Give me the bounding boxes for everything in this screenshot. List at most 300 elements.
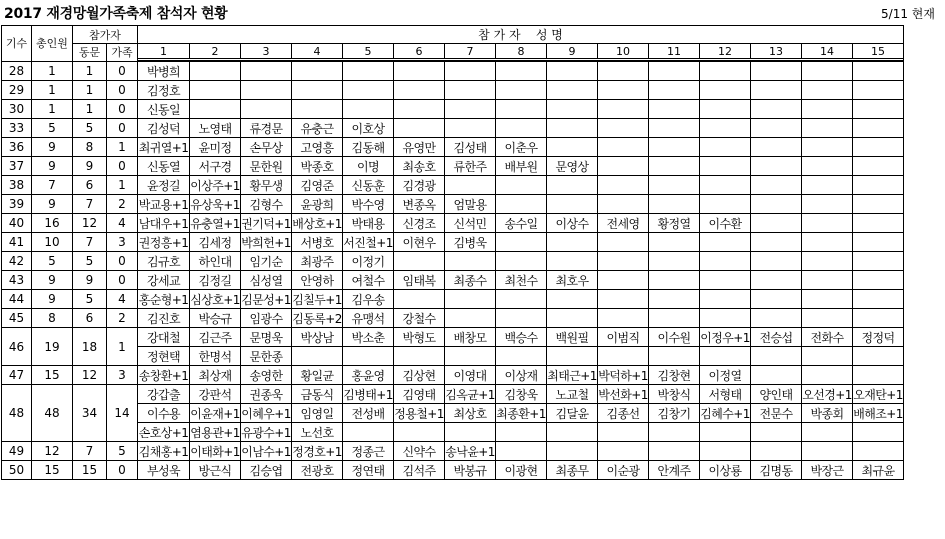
attendee-name-cell: 박창식 xyxy=(649,385,700,404)
attendee-name-cell: 최호우 xyxy=(547,271,598,290)
attendee-name-cell: 전화수 xyxy=(802,328,853,347)
attendee-name-cell: 전광호 xyxy=(292,461,343,480)
total-cell: 15 xyxy=(32,366,73,385)
gisu-cell: 49 xyxy=(2,442,32,461)
attendee-name-cell: 이수용 xyxy=(138,404,190,423)
attendee-name-cell xyxy=(547,309,598,328)
alumni-count-cell: 8 xyxy=(73,138,107,157)
family-count-cell: 0 xyxy=(107,461,138,480)
family-count-cell: 1 xyxy=(107,138,138,157)
attendee-name-cell: 박병희 xyxy=(138,61,190,81)
attendee-name-cell: 김동해 xyxy=(343,138,394,157)
table-row xyxy=(2,328,904,347)
attendee-name-cell xyxy=(700,309,751,328)
family-count-cell: 3 xyxy=(107,233,138,252)
attendee-name-cell xyxy=(751,157,802,176)
attendee-name-cell xyxy=(292,347,343,366)
attendee-name-cell xyxy=(547,61,598,81)
attendee-name-cell xyxy=(853,61,904,81)
attendee-name-cell xyxy=(700,138,751,157)
total-cell: 19 xyxy=(32,328,73,366)
attendee-name-cell xyxy=(649,347,700,366)
attendee-name-cell: 박교용+1 xyxy=(138,195,190,214)
attendee-name-cell xyxy=(241,61,292,81)
attendee-name-cell: 홍윤영 xyxy=(343,366,394,385)
family-count-cell: 0 xyxy=(107,119,138,138)
attendee-name-cell: 송창환+1 xyxy=(138,366,190,385)
attendee-name-cell: 최규윤 xyxy=(853,461,904,480)
attendee-name-cell: 이상룡 xyxy=(700,461,751,480)
attendee-name-cell: 방근식 xyxy=(190,461,241,480)
attendee-name-cell: 김문성+1 xyxy=(241,290,292,309)
attendee-name-cell: 임태복 xyxy=(394,271,445,290)
attendee-name-cell xyxy=(751,366,802,385)
attendee-name-cell: 최상재 xyxy=(190,366,241,385)
attendee-name-cell: 유광수+1 xyxy=(241,423,292,442)
attendee-name-cell xyxy=(751,442,802,461)
attendee-name-cell: 김칠두+1 xyxy=(292,290,343,309)
col-number: 11 xyxy=(649,44,700,59)
col-number: 9 xyxy=(547,44,598,59)
attendee-name-cell xyxy=(700,423,751,442)
family-count-cell: 0 xyxy=(107,157,138,176)
attendee-name-cell: 유영만 xyxy=(394,138,445,157)
attendee-name-cell xyxy=(445,290,496,309)
attendee-name-cell xyxy=(394,81,445,100)
table-row xyxy=(2,290,904,309)
attendee-name-cell: 부성욱 xyxy=(138,461,190,480)
alumni-count-cell: 5 xyxy=(73,119,107,138)
attendee-name-cell xyxy=(598,138,649,157)
attendee-name-cell xyxy=(853,442,904,461)
attendee-name-cell xyxy=(598,119,649,138)
attendee-name-cell: 한명석 xyxy=(190,347,241,366)
attendee-name-cell xyxy=(853,195,904,214)
alumni-count-cell: 1 xyxy=(73,100,107,119)
attendee-name-cell: 엄말용 xyxy=(445,195,496,214)
col-header-alumni: 동문 xyxy=(73,44,107,62)
attendee-name-cell: 최종무 xyxy=(547,461,598,480)
total-cell: 1 xyxy=(32,81,73,100)
total-cell: 7 xyxy=(32,176,73,195)
col-number: 4 xyxy=(292,44,343,59)
total-cell: 5 xyxy=(32,252,73,271)
attendee-name-cell: 박봉규 xyxy=(445,461,496,480)
table-row xyxy=(2,195,904,214)
attendee-name-cell: 박승규 xyxy=(190,309,241,328)
attendee-name-cell: 문한원 xyxy=(241,157,292,176)
attendee-name-cell: 윤정길 xyxy=(138,176,190,195)
table-row xyxy=(2,214,904,233)
family-count-cell: 4 xyxy=(107,214,138,233)
attendee-name-cell xyxy=(547,176,598,195)
attendee-name-cell xyxy=(802,176,853,195)
attendee-name-cell: 정용철+1 xyxy=(394,404,445,423)
attendee-name-cell: 김명동 xyxy=(751,461,802,480)
attendee-name-cell xyxy=(802,214,853,233)
attendee-name-cell: 신경조 xyxy=(394,214,445,233)
col-number: 12 xyxy=(700,44,751,59)
attendee-name-cell: 최태근+1 xyxy=(547,366,598,385)
family-count-cell: 1 xyxy=(107,328,138,366)
total-cell: 10 xyxy=(32,233,73,252)
attendee-name-cell xyxy=(343,100,394,119)
col-number: 3 xyxy=(241,44,292,59)
attendee-name-cell: 오재탄+1 xyxy=(853,385,904,404)
attendee-name-cell xyxy=(649,195,700,214)
family-count-cell: 0 xyxy=(107,252,138,271)
table-row xyxy=(2,81,904,100)
family-count-cell: 2 xyxy=(107,309,138,328)
attendee-name-cell xyxy=(649,271,700,290)
attendee-name-cell: 김근주 xyxy=(190,328,241,347)
attendee-name-cell xyxy=(547,100,598,119)
attendee-name-cell: 신석민 xyxy=(445,214,496,233)
attendee-name-cell xyxy=(751,176,802,195)
attendee-name-cell: 임기순 xyxy=(241,252,292,271)
family-count-cell: 0 xyxy=(107,61,138,81)
attendee-name-cell xyxy=(598,100,649,119)
attendee-name-cell xyxy=(496,176,547,195)
attendee-name-cell xyxy=(751,233,802,252)
attendee-name-cell: 이정기 xyxy=(343,252,394,271)
attendee-name-cell: 김진호 xyxy=(138,309,190,328)
attendee-name-cell xyxy=(496,195,547,214)
gisu-cell: 36 xyxy=(2,138,32,157)
attendee-name-cell: 김병태+1 xyxy=(343,385,394,404)
attendee-name-cell xyxy=(547,252,598,271)
attendee-name-cell xyxy=(343,61,394,81)
attendee-name-cell: 유충열+1 xyxy=(190,214,241,233)
col-number: 6 xyxy=(394,44,445,59)
attendee-name-cell xyxy=(598,271,649,290)
attendee-name-cell xyxy=(853,347,904,366)
family-count-cell: 0 xyxy=(107,81,138,100)
attendee-name-cell: 문한종 xyxy=(241,347,292,366)
attendee-name-cell: 최광주 xyxy=(292,252,343,271)
attendee-name-cell xyxy=(598,290,649,309)
attendee-name-cell: 최종환+1 xyxy=(496,404,547,423)
attendee-name-cell xyxy=(343,81,394,100)
attendee-name-cell: 김형수 xyxy=(241,195,292,214)
attendee-name-cell: 이윤재+1 xyxy=(190,404,241,423)
attendee-name-cell xyxy=(547,81,598,100)
attendee-name-cell xyxy=(853,271,904,290)
gisu-cell: 44 xyxy=(2,290,32,309)
attendee-name-cell xyxy=(802,366,853,385)
table-row xyxy=(2,100,904,119)
attendee-name-cell xyxy=(547,195,598,214)
col-number: 1 xyxy=(138,44,190,59)
family-count-cell: 2 xyxy=(107,195,138,214)
attendee-name-cell: 이남수+1 xyxy=(241,442,292,461)
attendee-name-cell: 염용관+1 xyxy=(190,423,241,442)
attendee-name-cell xyxy=(853,423,904,442)
attendee-name-cell: 정현택 xyxy=(138,347,190,366)
attendance-table xyxy=(1,25,904,480)
alumni-count-cell: 34 xyxy=(73,385,107,442)
attendee-name-cell xyxy=(241,100,292,119)
attendee-name-cell xyxy=(649,100,700,119)
attendee-name-cell xyxy=(751,214,802,233)
attendee-name-cell: 유충근 xyxy=(292,119,343,138)
attendee-name-cell: 김혜수+1 xyxy=(700,404,751,423)
attendee-name-cell: 김경광 xyxy=(394,176,445,195)
attendee-name-cell: 최귀열+1 xyxy=(138,138,190,157)
attendee-name-cell xyxy=(496,81,547,100)
attendee-name-cell: 권정흥+1 xyxy=(138,233,190,252)
attendee-name-cell xyxy=(649,233,700,252)
attendee-name-cell xyxy=(853,157,904,176)
col-header-family: 가족 xyxy=(107,44,138,62)
attendee-name-cell: 김상현 xyxy=(394,366,445,385)
table-row xyxy=(2,233,904,252)
alumni-count-cell: 5 xyxy=(73,290,107,309)
attendee-name-cell xyxy=(802,157,853,176)
attendee-name-cell: 박장근 xyxy=(802,461,853,480)
attendee-name-cell: 노선호 xyxy=(292,423,343,442)
col-number: 13 xyxy=(751,44,802,59)
attendee-name-cell: 배상호+1 xyxy=(292,214,343,233)
attendee-name-cell xyxy=(598,233,649,252)
gisu-cell: 47 xyxy=(2,366,32,385)
report-header xyxy=(0,0,945,24)
attendee-name-cell xyxy=(751,271,802,290)
col-header-gisu: 기수 xyxy=(2,26,32,62)
attendee-name-cell: 문영상 xyxy=(547,157,598,176)
attendee-name-cell xyxy=(598,176,649,195)
family-count-cell: 0 xyxy=(107,100,138,119)
table-row xyxy=(2,309,904,328)
gisu-cell: 43 xyxy=(2,271,32,290)
attendee-name-cell: 정정덕 xyxy=(853,328,904,347)
attendee-name-cell: 배부원 xyxy=(496,157,547,176)
attendee-name-cell xyxy=(292,81,343,100)
total-cell: 15 xyxy=(32,461,73,480)
attendee-name-cell xyxy=(802,119,853,138)
total-cell: 12 xyxy=(32,442,73,461)
total-cell: 9 xyxy=(32,138,73,157)
attendee-name-cell xyxy=(853,100,904,119)
attendee-name-cell xyxy=(751,423,802,442)
col-number: 5 xyxy=(343,44,394,59)
attendee-name-cell xyxy=(700,81,751,100)
attendee-name-cell: 서구경 xyxy=(190,157,241,176)
attendee-name-cell xyxy=(802,309,853,328)
attendee-name-cell: 오선경+1 xyxy=(802,385,853,404)
attendee-name-cell: 박태용 xyxy=(343,214,394,233)
attendee-name-cell xyxy=(547,233,598,252)
attendee-name-cell xyxy=(649,176,700,195)
gisu-cell: 42 xyxy=(2,252,32,271)
col-header-participants: 참가자 xyxy=(73,26,138,44)
alumni-count-cell: 12 xyxy=(73,214,107,233)
gisu-cell: 39 xyxy=(2,195,32,214)
attendee-name-cell xyxy=(394,61,445,81)
attendee-name-cell: 박선화+1 xyxy=(598,385,649,404)
attendee-name-cell xyxy=(649,81,700,100)
table-row xyxy=(2,138,904,157)
attendee-name-cell: 배창모 xyxy=(445,328,496,347)
gisu-cell: 29 xyxy=(2,81,32,100)
attendee-name-cell: 김병욱 xyxy=(445,233,496,252)
table-row xyxy=(2,61,904,81)
attendee-name-cell: 강갑출 xyxy=(138,385,190,404)
attendee-name-cell xyxy=(649,442,700,461)
attendee-name-cell xyxy=(445,81,496,100)
attendee-name-cell: 박형도 xyxy=(394,328,445,347)
attendee-name-cell: 박종호 xyxy=(292,157,343,176)
attendee-name-cell xyxy=(649,309,700,328)
attendee-name-cell xyxy=(853,138,904,157)
table-row xyxy=(2,461,904,480)
attendee-name-cell xyxy=(751,119,802,138)
attendee-name-cell: 김종선 xyxy=(598,404,649,423)
attendee-name-cell: 백승수 xyxy=(496,328,547,347)
attendee-name-cell: 서형태 xyxy=(700,385,751,404)
table-row xyxy=(2,442,904,461)
table-row xyxy=(2,252,904,271)
alumni-count-cell: 5 xyxy=(73,252,107,271)
attendee-name-cell xyxy=(547,423,598,442)
attendee-name-cell: 남대우+1 xyxy=(138,214,190,233)
alumni-count-cell: 1 xyxy=(73,61,107,81)
alumni-count-cell: 15 xyxy=(73,461,107,480)
attendee-name-cell xyxy=(700,195,751,214)
attendee-name-cell: 김세정 xyxy=(190,233,241,252)
attendee-name-cell: 류한주 xyxy=(445,157,496,176)
total-cell: 48 xyxy=(32,385,73,442)
family-count-cell: 1 xyxy=(107,176,138,195)
attendee-name-cell: 이상주+1 xyxy=(190,176,241,195)
family-count-cell: 14 xyxy=(107,385,138,442)
col-number: 15 xyxy=(853,44,904,59)
attendee-name-cell: 김창기 xyxy=(649,404,700,423)
attendee-name-cell: 전문수 xyxy=(751,404,802,423)
attendee-name-cell: 노교철 xyxy=(547,385,598,404)
table-row xyxy=(2,157,904,176)
attendee-name-cell xyxy=(802,100,853,119)
attendee-name-cell: 윤광희 xyxy=(292,195,343,214)
attendee-name-cell xyxy=(700,176,751,195)
attendee-name-cell xyxy=(496,233,547,252)
col-header-names: 참 가 자 성 명 xyxy=(138,26,904,44)
attendee-name-cell: 김채홍+1 xyxy=(138,442,190,461)
alumni-count-cell: 18 xyxy=(73,328,107,366)
attendee-name-cell: 정종근 xyxy=(343,442,394,461)
attendee-name-cell xyxy=(394,252,445,271)
total-cell: 1 xyxy=(32,100,73,119)
alumni-count-cell: 1 xyxy=(73,81,107,100)
attendee-name-cell: 류경문 xyxy=(241,119,292,138)
attendee-name-cell: 이수원 xyxy=(649,328,700,347)
total-cell: 9 xyxy=(32,271,73,290)
attendee-name-cell xyxy=(292,100,343,119)
attendee-name-cell: 송영한 xyxy=(241,366,292,385)
attendee-name-cell xyxy=(394,290,445,309)
total-cell: 8 xyxy=(32,309,73,328)
attendee-name-cell: 임광수 xyxy=(241,309,292,328)
attendee-name-cell xyxy=(700,100,751,119)
attendee-name-cell xyxy=(496,309,547,328)
attendee-name-cell xyxy=(802,271,853,290)
attendee-name-cell xyxy=(598,195,649,214)
attendee-name-cell xyxy=(751,309,802,328)
attendee-name-cell xyxy=(496,252,547,271)
gisu-cell: 28 xyxy=(2,61,32,81)
col-number: 14 xyxy=(802,44,853,59)
attendee-name-cell: 이명 xyxy=(343,157,394,176)
attendee-name-cell xyxy=(394,119,445,138)
attendee-name-cell: 손호상+1 xyxy=(138,423,190,442)
total-cell: 9 xyxy=(32,290,73,309)
attendee-name-cell: 하인대 xyxy=(190,252,241,271)
attendee-name-cell: 배해조+1 xyxy=(853,404,904,423)
total-cell: 9 xyxy=(32,157,73,176)
table-row xyxy=(2,176,904,195)
attendee-name-cell: 전성배 xyxy=(343,404,394,423)
attendee-name-cell xyxy=(547,347,598,366)
table-row xyxy=(2,271,904,290)
attendee-name-cell: 안영하 xyxy=(292,271,343,290)
attendee-name-cell xyxy=(547,442,598,461)
attendee-name-cell xyxy=(496,347,547,366)
attendee-name-cell xyxy=(649,138,700,157)
attendee-name-cell xyxy=(700,290,751,309)
attendee-name-cell xyxy=(649,119,700,138)
gisu-cell: 33 xyxy=(2,119,32,138)
gisu-cell: 46 xyxy=(2,328,32,366)
attendee-name-cell xyxy=(496,442,547,461)
attendee-name-cell: 이춘우 xyxy=(496,138,547,157)
alumni-count-cell: 9 xyxy=(73,157,107,176)
gisu-cell: 41 xyxy=(2,233,32,252)
attendee-name-cell: 이상수 xyxy=(547,214,598,233)
attendee-name-cell: 서병호 xyxy=(292,233,343,252)
total-cell: 1 xyxy=(32,61,73,81)
attendee-name-cell: 이순광 xyxy=(598,461,649,480)
table-row xyxy=(2,347,904,366)
attendee-name-cell: 김옥균+1 xyxy=(445,385,496,404)
attendee-name-cell xyxy=(598,157,649,176)
attendee-name-cell: 박덕하+1 xyxy=(598,366,649,385)
attendee-name-cell xyxy=(445,423,496,442)
attendee-name-cell: 박수영 xyxy=(343,195,394,214)
attendee-name-cell: 백원필 xyxy=(547,328,598,347)
attendee-name-cell: 문명욱 xyxy=(241,328,292,347)
attendee-name-cell: 양인태 xyxy=(751,385,802,404)
attendee-name-cell xyxy=(190,61,241,81)
attendee-name-cell: 이정열 xyxy=(700,366,751,385)
attendee-name-cell: 유상욱+1 xyxy=(190,195,241,214)
attendee-name-cell: 김영준 xyxy=(292,176,343,195)
col-number: 7 xyxy=(445,44,496,59)
attendee-name-cell xyxy=(292,61,343,81)
col-number: 2 xyxy=(190,44,241,59)
family-count-cell: 0 xyxy=(107,271,138,290)
attendee-name-cell: 박희헌+1 xyxy=(241,233,292,252)
attendee-name-cell xyxy=(853,81,904,100)
attendee-name-cell xyxy=(700,271,751,290)
attendee-name-cell xyxy=(445,119,496,138)
family-count-cell: 3 xyxy=(107,366,138,385)
attendee-name-cell: 김규호 xyxy=(138,252,190,271)
col-number: 8 xyxy=(496,44,547,59)
attendee-name-cell xyxy=(598,252,649,271)
attendee-name-cell xyxy=(343,347,394,366)
attendee-name-cell xyxy=(445,252,496,271)
report-title: 2017 재경망월가족축제 참석자 현황 xyxy=(4,6,228,22)
